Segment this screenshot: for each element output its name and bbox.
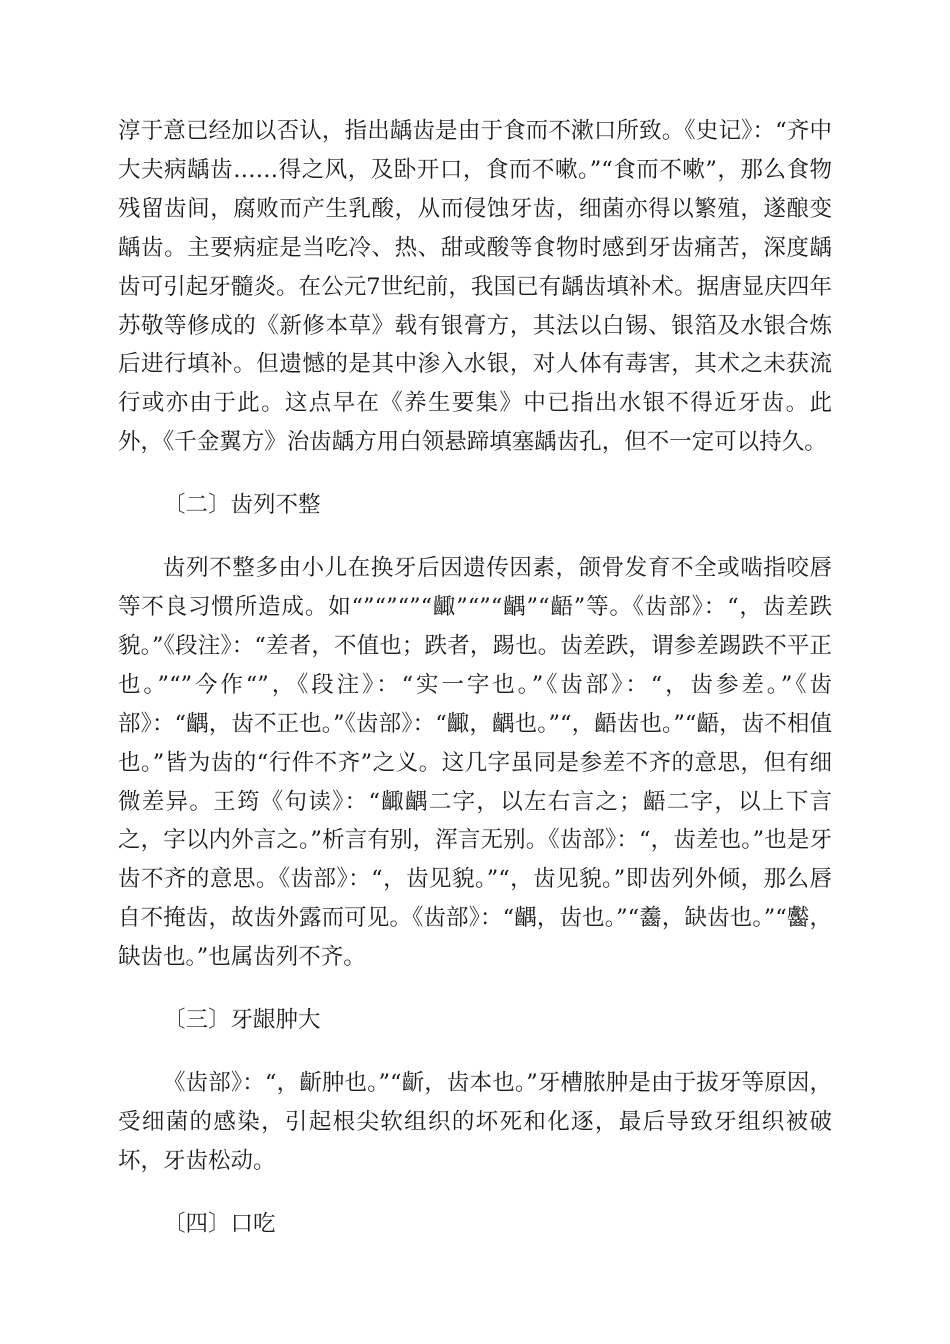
paragraph-dental-caries: 淳于意已经加以否认，指出龋齿是由于食而不漱口所致。《史记》：“齐中大夫病龋齿……得之风，及卧开口，食而不嗽。”“食而不嗽”，那么食物残留齿间，腐败而产生乳酸，从而侵蚀牙齿，细菌亦得以繁殖，遂酿变龋齿。主要病症是当吃冷、热、甜或酸等食物时感到牙齿痛苦，深度龋齿可引起牙髓炎。在公元7世纪前，我国已有龋齿填补术。据唐显庆四年苏敬等修成的《新修本草》载有银膏方，其法以白锡、银箔及水银合炼后进行填补。但遗憾的是其中渗入水银，对人体有毒害，其术之未获流行或亦由于此。这点早在《养生要集》中已指出水银不得近牙齿。此外，《千金翼方》治齿龋方用白领悬蹄填塞龋齿孔，但不一定可以持久。: [118, 118, 832, 456]
spacer: [118, 1181, 832, 1205]
paragraph-gum-swelling: 《齿部》：“，齗肿也。”“齗，齿本也。”牙槽脓肿是由于拔牙等原因，受细菌的感染，引起根尖软组织的坏死和化逐，最后导致牙组织被破坏，牙齿松动。: [118, 1069, 832, 1174]
document-page: [118, 112, 832, 1244]
section-heading-4: 〔四〕口吃: [163, 1210, 276, 1237]
spacer: [118, 462, 832, 486]
section-heading-3: 〔三〕牙龈肿大: [163, 1007, 321, 1034]
spacer: [118, 1040, 832, 1064]
spacer: [118, 525, 832, 549]
section-heading-2: 〔二〕齿列不整: [163, 492, 321, 519]
spacer: [118, 977, 832, 1001]
paragraph-irregular-teeth: 齿列不整多由小儿在换牙后因遗传因素，颌骨发育不全或啮指咬唇等不良习惯所造成。如“”“”“”“齱”“”“齵”“齬”等。《齿部》：“，齿差跌貌。”《段注》：“差者，不值也；跌者，踢也。齿差跌，谓参差踢跌不平正也。”“”今作“”，《段注》：“实一字也。”《齿部》：“，齿参差。”《齿部》：“齵，齿不正也。”《齿部》：“齱，齵也。”“，齬齿也。”“齬，齿不相值也。”皆为齿的“行件不齐”之义。这几字虽同是参差不齐的意思，但有细微差异。王筠《句读》：“齱齵二字，以左右言之；齬二字，以上下言之，字以内外言之。”析言有别，浑言无别。《齿部》：“，齿差也。”也是牙齿不齐的意思。《齿部》：“，齿见貌。”“，齿见貌。”即齿列外倾，那么唇自不掩齿，故齿外露而可见。《齿部》：“齵，齿也。”“齹，缺齿也。”“齾，缺齿也。”也属齿列不齐。: [118, 555, 832, 971]
